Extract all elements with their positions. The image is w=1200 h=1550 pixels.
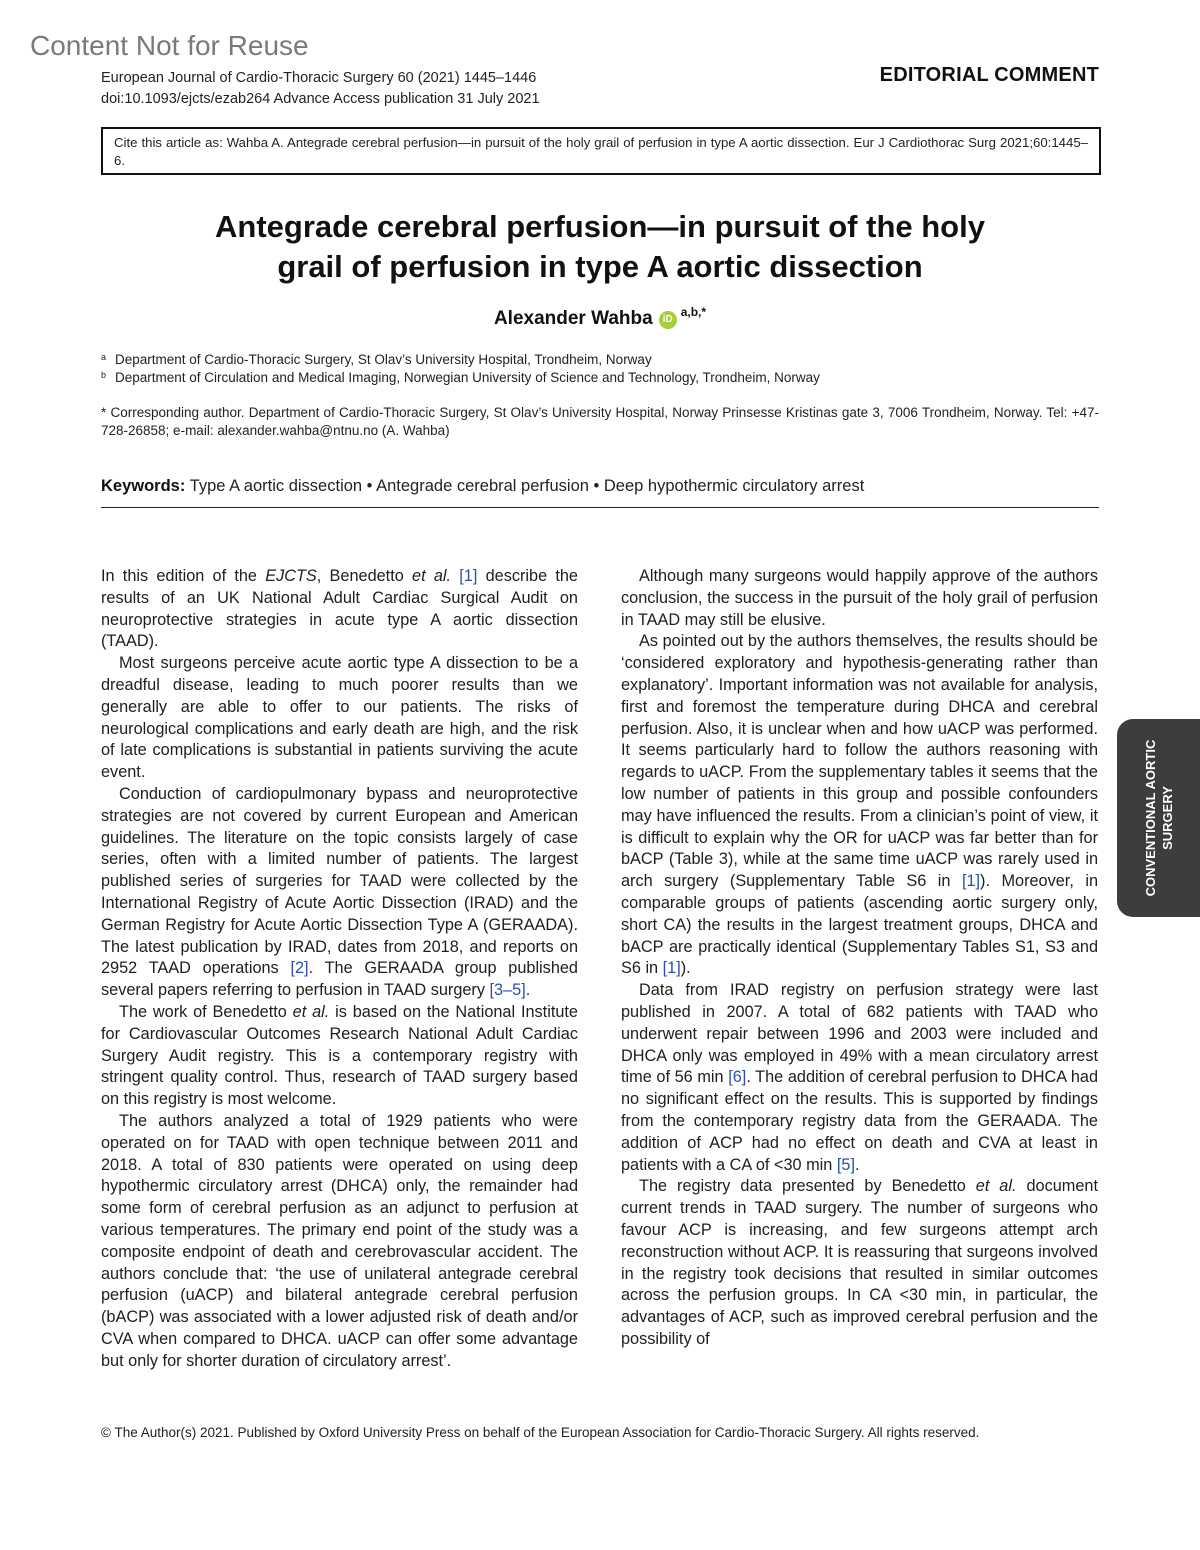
text: document current trends in TAAD surgery. The number of surgeons who favour ACP is increasing, and few surgeons attempt arch reconstruction without ACP. It is reassuring that surgeons involved in the registry took decisions that resulted in similar outcomes across the perfusion groups. In CA <30 min, in particular, the advantages of ACP, such as improved cerebral perfusion and the possibility of <box>621 1177 1098 1348</box>
paragraph <box>621 1176 1098 1350</box>
affil-text: Department of Cardio-Thoracic Surgery, St Olav’s University Hospital, Trondheim, Norway <box>115 352 652 367</box>
author-line <box>0 305 1200 330</box>
et-al: et al. <box>292 1002 330 1021</box>
right-column <box>621 566 1098 1351</box>
section-label: EDITORIAL COMMENT <box>879 64 1099 86</box>
copyright: © The Author(s) 2021. Published by Oxford University Press on behalf of the European Association for Cardio-Thoracic Surgery. All rights reserved. <box>101 1425 980 1440</box>
text: The registry data presented by Benedetto <box>639 1177 976 1196</box>
article-title <box>150 207 1050 287</box>
keywords-label: Keywords: <box>101 477 186 495</box>
text: . The GERAADA group published several papers referring to perfusion in TAAD surgery <box>101 959 578 1000</box>
reference-link[interactable]: [1] <box>662 959 681 978</box>
author-affil-marks: a,b,* <box>680 305 707 319</box>
text: is based on the National Institute for Cardiovascular Outcomes Research National Adult Cardiac Surgery Audit registry. This is a contemporary registry with stringent quality control. Thus, research of TAAD surgery based on this registry is most welcome. <box>101 1002 578 1109</box>
affiliation-b <box>101 369 820 387</box>
journal-citation: European Journal of Cardio-Thoracic Surgery 60 (2021) 1445–1446 <box>101 70 537 86</box>
text: ). <box>680 959 691 978</box>
text: Conduction of cardiopulmonary bypass and neuroprotective strategies are not covered by current European and American guidelines. The literature on the topic consists largely of case series, often with a limited number of patients. The largest published series of surgeries for TAAD were collected by the International Registry of Acute Aortic Dissection (IRAD) and the German Registry for Acute Aortic Dissection Type A (GERAADA). The latest publication by IRAD, dates from 2018, and reports on 2952 TAAD operations <box>101 784 578 978</box>
reference-link[interactable]: [1] <box>961 872 981 891</box>
paragraph <box>101 784 578 1002</box>
text: The work of Benedetto <box>119 1002 293 1021</box>
title-line-2: grail of perfusion in type A aortic dissection <box>277 249 923 284</box>
paragraph <box>621 980 1098 1176</box>
journal-info <box>101 68 540 110</box>
journal-doi: doi:10.1093/ejcts/ezab264 Advance Access publication 31 July 2021 <box>101 91 540 107</box>
orcid-icon[interactable]: iD <box>659 311 677 329</box>
text: Data from IRAD registry on perfusion strategy were last published in 2007. A total of 682 patients with TAAD who underwent repair between 1996 and 2003 were included and DHCA only was employed in 49% with a mean circulatory arrest time of 56 min <box>621 981 1098 1087</box>
watermark: Content Not for Reuse <box>30 30 309 61</box>
paragraph <box>101 1002 578 1111</box>
text: describe the results of an UK National Adult Cardiac Surgical Audit on neuroprotective strategies in acute type A aortic dissection (TAAD). <box>101 567 578 651</box>
paragraph: Most surgeons perceive acute aortic type A dissection to be a dreadful disease, leading to much poorer results than we generally are able to offer to our patients. The risks of neurological complications and early death are high, and the risk of late complications is substantial in patients surviving the acute event. <box>101 654 578 782</box>
text: . The addition of cerebral perfusion to DHCA had no significant effect on the results. This is supported by findings from the contemporary registry data from the GERAADA. The addition of ACP had no effect on death and CVA at least in patients with a CA of <30 min <box>621 1068 1099 1174</box>
text <box>451 567 459 585</box>
side-tab-line: CONVENTIONAL AORTIC <box>1142 739 1158 897</box>
paragraph: Although many surgeons would happily approve of the authors conclusion, the success in the pursuit of the holy grail of perfusion in TAAD may still be elusive. <box>621 567 1098 629</box>
text: ). Moreover, in comparable groups of patients (ascending aortic surgery only, short CA) the results in the largest treatment groups, DHCA and bACP are practically identical (Supplementary Tables S1, S3 and S6 in <box>621 872 1098 978</box>
section-side-tab <box>1117 719 1200 917</box>
text: . <box>525 981 531 1000</box>
side-tab-line: SURGERY <box>1159 786 1175 850</box>
reference-link[interactable]: [1] <box>459 567 478 585</box>
affiliation-a <box>101 351 820 369</box>
affil-text: Department of Circulation and Medical Imaging, Norwegian University of Science and Technology, Trondheim, Norway <box>115 370 820 385</box>
author-name: Alexander Wahba <box>493 308 653 329</box>
journal-name: EJCTS <box>265 567 317 585</box>
reference-link[interactable]: [6] <box>728 1068 747 1087</box>
affil-mark: b <box>101 370 107 380</box>
text: , Benedetto <box>316 567 413 585</box>
et-al: et al. <box>412 567 452 585</box>
text: . <box>854 1155 860 1174</box>
side-tab-label <box>1142 719 1176 917</box>
reference-link[interactable]: [3–5] <box>489 981 526 1000</box>
text: In this edition of the <box>101 567 266 585</box>
keywords <box>101 477 864 496</box>
paragraph <box>101 566 578 653</box>
divider <box>101 507 1099 508</box>
reference-link[interactable]: [5] <box>836 1155 855 1174</box>
affiliations <box>101 351 820 387</box>
et-al: et al. <box>975 1177 1017 1196</box>
affil-mark: a <box>101 352 107 362</box>
corresponding-author: * Corresponding author. Department of Cardio-Thoracic Surgery, St Olav’s University Hospital, Norway Prinsesse Kristinas gate 3, 7006 Trondheim, Norway. Tel: +47-728-26858; e-mail: alexander.wahba@ntnu.no (A. Wahba) <box>101 405 1099 438</box>
left-column <box>101 566 578 1372</box>
reference-link[interactable]: [2] <box>290 959 309 978</box>
paragraph <box>621 631 1098 980</box>
keywords-text: Type A aortic dissection • Antegrade cerebral perfusion • Deep hypothermic circulatory arrest <box>189 477 865 495</box>
paragraph: The authors analyzed a total of 1929 patients who were operated on for TAAD with open technique between 2011 and 2018. A total of 830 patients were operated on using deep hypothermic circulatory arrest (DHCA) only, the remainder had some form of cerebral perfusion as an adjunct to perfusion at various temperatures. The primary end point of the study was a composite endpoint of death and cerebrovascular accident. The authors conclude that: ‘the use of unilateral antegrade cerebral perfusion (uACP) and bilateral antegrade cerebral perfusion (bACP) was associated with a lower adjusted risk of death and/or CVA when compared to DHCA. uACP can offer some advantage but only for shorter duration of circulatory arrest’. <box>101 1111 578 1370</box>
cite-box: Cite this article as: Wahba A. Antegrade cerebral perfusion—in pursuit of the holy grail of perfusion in type A aortic dissection. Eur J Cardiothorac Surg 2021;60:1445–6. <box>101 127 1101 175</box>
title-line-1: Antegrade cerebral perfusion—in pursuit of the holy <box>215 209 985 244</box>
text: As pointed out by the authors themselves, the results should be ‘considered exploratory and hypothesis-generating rather than explanatory’. Important information was not available for analysis, first and foremost the temperature during DHCA and cerebral perfusion. Also, it is unclear when and how uACP was performed. It seems particularly hard to follow the authors reasoning with regards to uACP. From the supplementary tables it seems that the low number of patients in this group and possible confounders may have influenced the results. From a clinician’s point of view, it is difficult to explain why the OR for uACP was far better than for bACP (Table 3), while at the same time uACP was rarely used in arch surgery (Supplementary Table S6 in <box>621 632 1098 891</box>
